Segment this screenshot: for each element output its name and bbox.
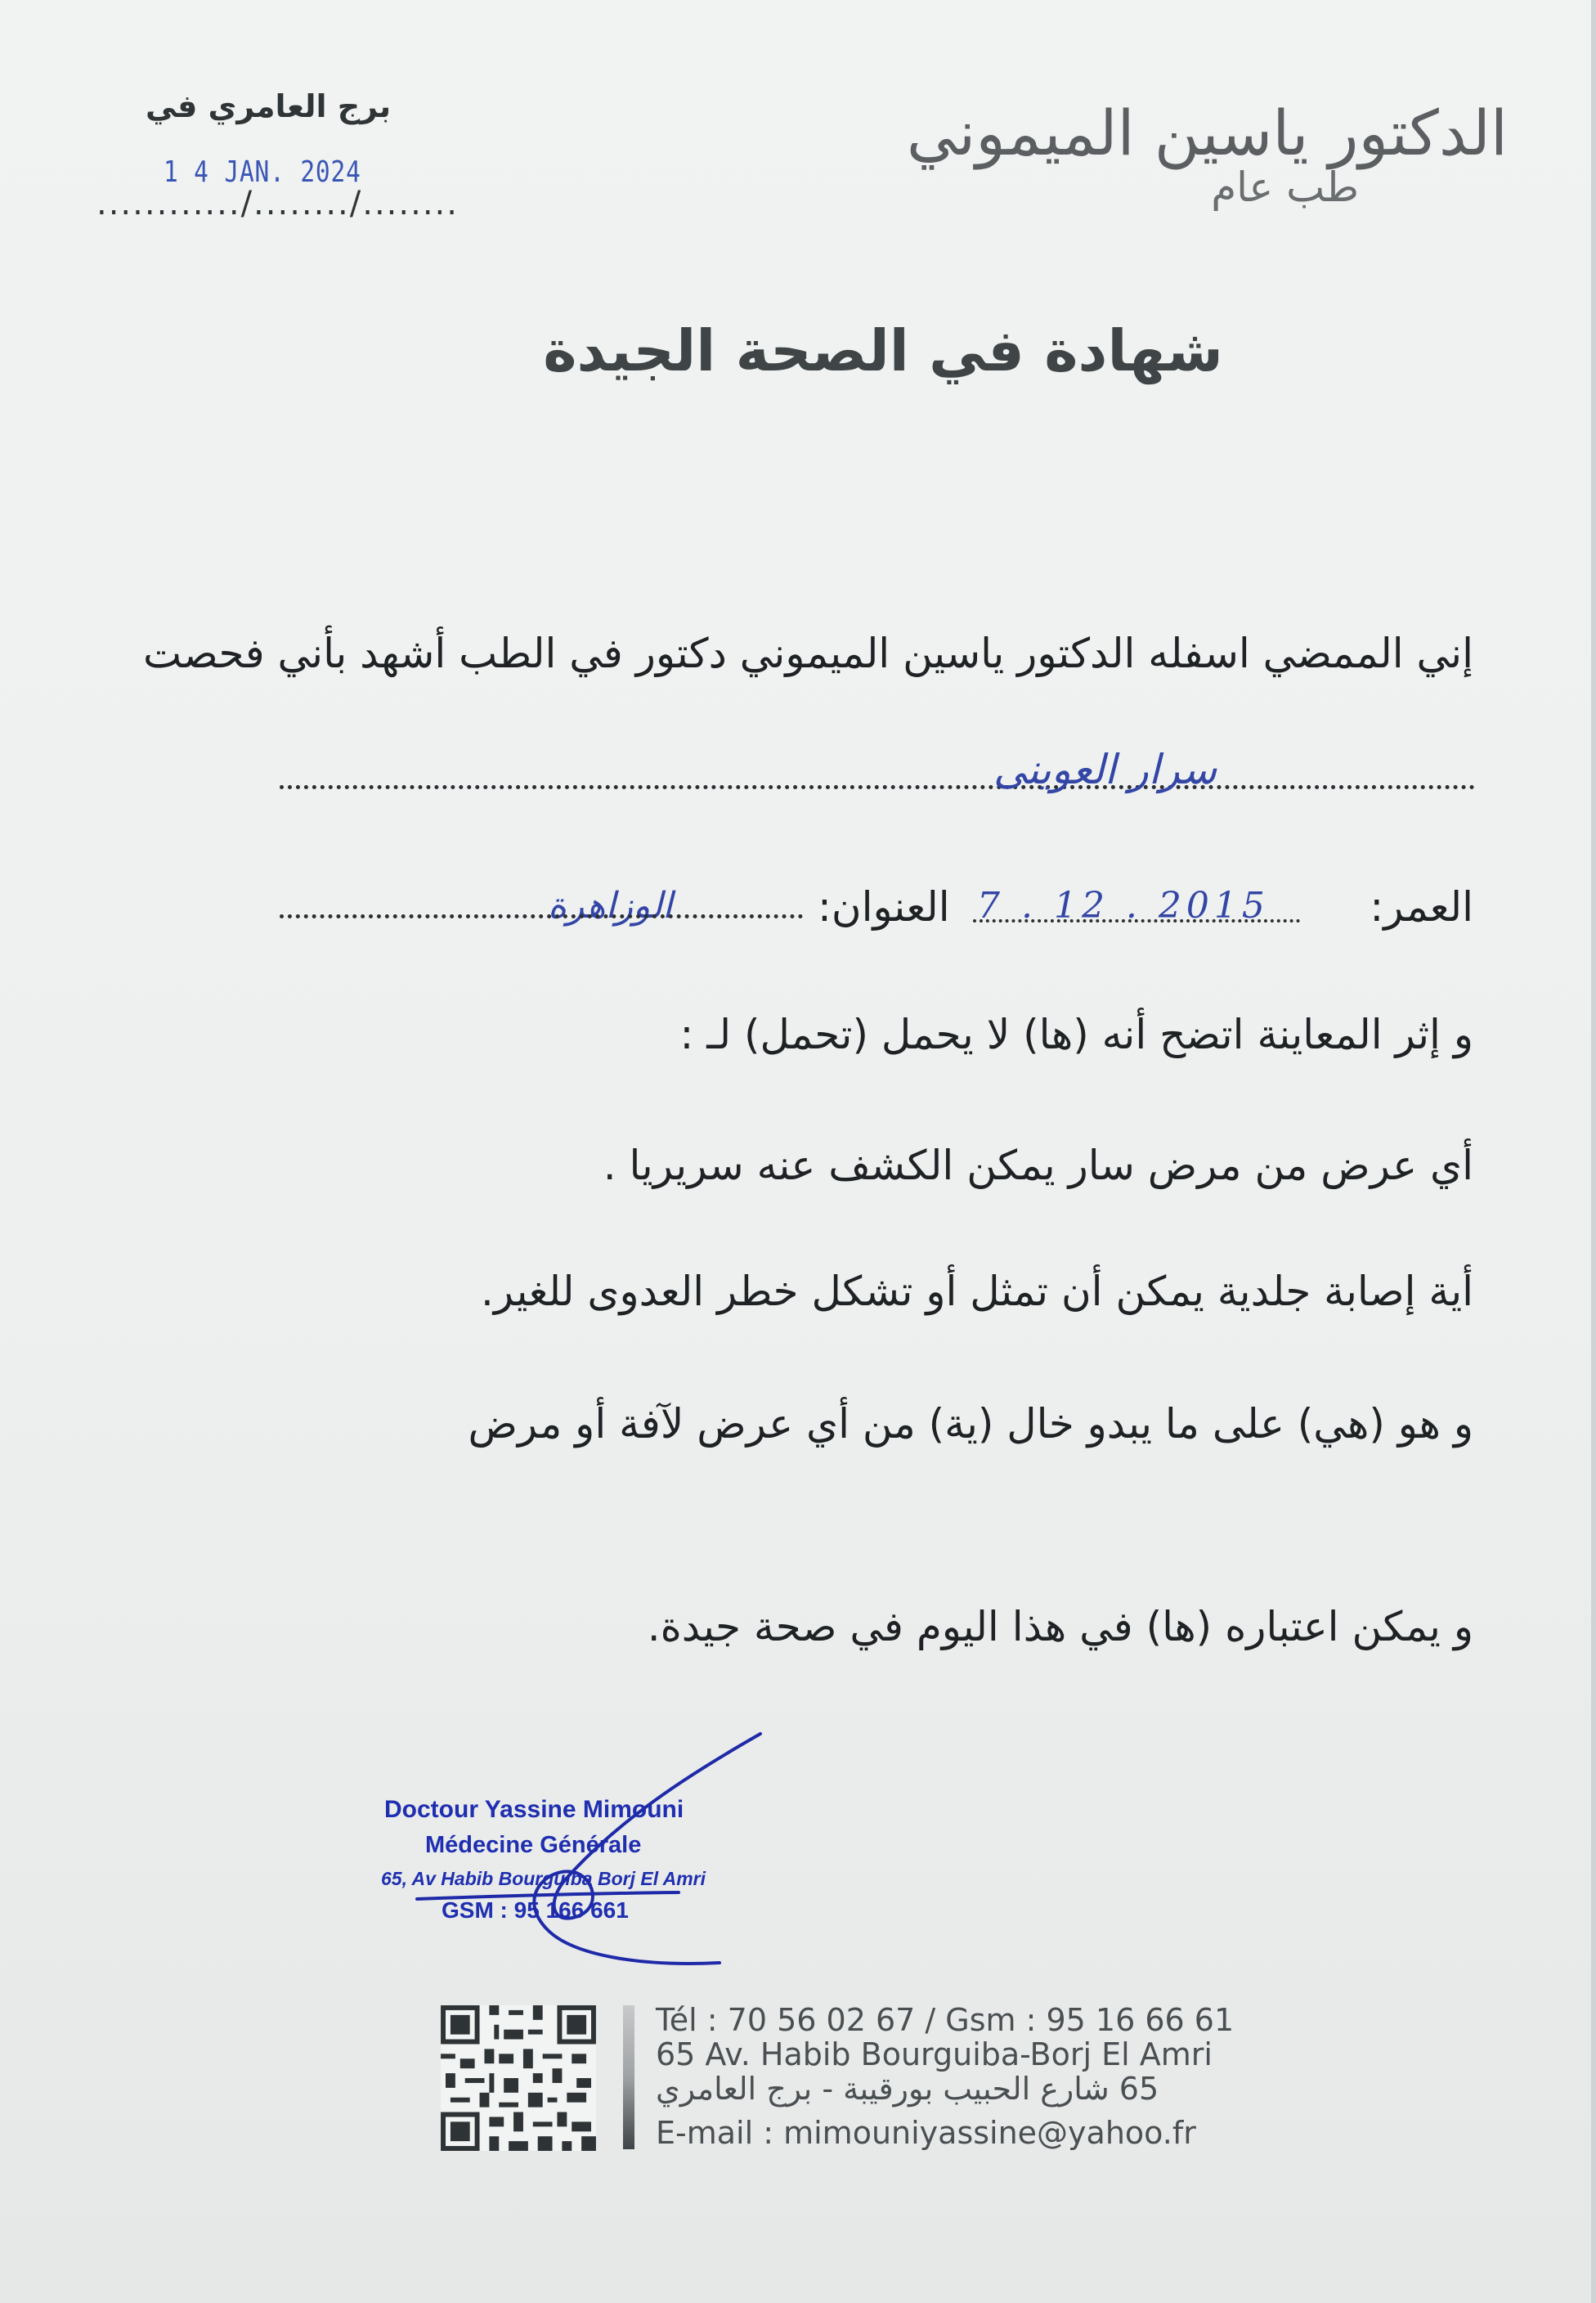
age-label: العمر:	[1370, 883, 1473, 931]
signature-scribble	[409, 1717, 785, 1987]
patient-name-handwritten: سرار العوينى	[993, 746, 1217, 793]
date-dotted-line: ............/......../........	[96, 185, 459, 222]
conclusion-line: و يمكن اعتباره (ها) في هذا اليوم في صحة جيدة.	[647, 1603, 1473, 1650]
footer-divider-bar	[623, 2005, 634, 2149]
footer-phone: Tél : 70 56 02 67 / Gsm : 95 16 66 61	[656, 2002, 1235, 2038]
condition-line-2: أية إصابة جلدية يمكن أن تمثل أو تشكل خطر العدوى للغير.	[481, 1268, 1473, 1315]
intro-line: إني الممضي اسفله الدكتور ياسين الميموني دكتور في الطب أشهد بأني فحصت	[142, 630, 1473, 677]
examination-line: و إثر المعاينة اتضح أنه (ها) لا يحمل (تحمل) لـ :	[679, 1011, 1473, 1058]
stamp-line-name: Doctour Yassine Mimouni	[384, 1796, 684, 1823]
footer-address-arabic: 65 شارع الحبيب بورقيبة - برج العامري	[656, 2071, 1159, 2107]
condition-line-1: أي عرض من مرض سار يمكن الكشف عنه سريريا .	[603, 1142, 1473, 1189]
date-stamp: 1 4 JAN. 2024	[164, 155, 361, 189]
condition-line-3: و هو (هي) على ما يبدو خال (ية) من أي عرض لآفة أو مرض	[468, 1400, 1473, 1448]
address-label: العنوان:	[818, 883, 950, 931]
address-handwritten: الوزاهرة	[548, 885, 673, 927]
certificate-title: شهادة في الصحة الجيدة	[543, 317, 1223, 384]
footer-email: E-mail : mimouniyassine@yahoo.fr	[656, 2115, 1196, 2151]
qr-code	[440, 2005, 597, 2151]
place-label: برج العامري في	[146, 88, 392, 124]
address-dotted-line	[280, 914, 803, 918]
doctor-name-heading: الدكتور ياسين الميموني	[906, 97, 1508, 169]
specialty-label: طب عام	[1211, 164, 1359, 211]
stamp-line-address: 65, Av Habib Bourguiba Borj El Amri	[381, 1868, 706, 1889]
footer-address-french: 65 Av. Habib Bourguiba-Borj El Amri	[656, 2036, 1213, 2072]
age-dotted-line	[973, 919, 1300, 923]
stamp-line-gsm: GSM : 95 166 661	[442, 1897, 629, 1923]
stamp-line-specialty: Médecine Générale	[425, 1832, 642, 1858]
age-handwritten: 7 . 12 . 2015	[977, 885, 1270, 927]
patient-name-dotted-line	[280, 785, 1475, 789]
